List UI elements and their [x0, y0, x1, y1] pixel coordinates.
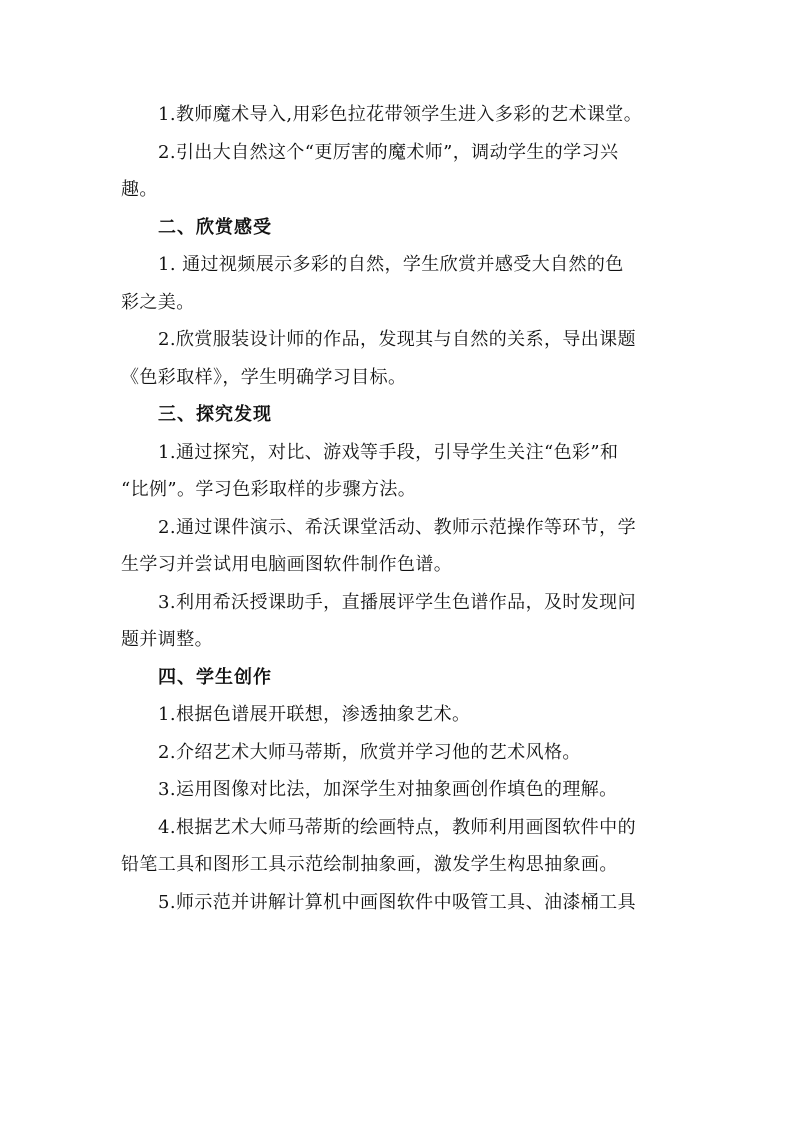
paragraph-line: 1.通过探究，对比、游戏等手段，引导学生关注“色彩”和: [158, 441, 619, 463]
paragraph-line: 2.欣赏服装设计师的作品，发现其与自然的关系，导出课题: [158, 329, 636, 350]
paragraph-line: 3.运用图像对比法，加深学生对抽象画创作填色的理解。: [158, 779, 618, 800]
paragraph-line: 2.介绍艺术大师马蒂斯，欣赏并学习他的艺术风格。: [158, 741, 581, 763]
paragraph-line: 1.教师魔术导入,用彩色拉花带领学生进入多彩的艺术课堂。: [158, 104, 643, 125]
paragraph-line: 彩之美。: [121, 291, 195, 313]
paragraph-line: 铅笔工具和图形工具示范绘制抽象画，激发学生构思抽象画。: [121, 854, 618, 875]
paragraph-line: 2.引出大自然这个“更厉害的魔术师”，调动学生的学习兴: [158, 141, 619, 163]
paragraph-line: 2.通过课件演示、希沃课堂活动、教师示范操作等环节，学: [158, 516, 636, 538]
paragraph-line: 趣。: [121, 179, 158, 200]
paragraph-line: 题并调整。: [121, 629, 213, 650]
paragraph-line: 生学习并尝试用电脑画图软件制作色谱。: [121, 554, 453, 575]
section-heading: 四、学生创作: [158, 666, 272, 688]
paragraph-line: “比例”。学习色彩取样的步骤方法。: [121, 479, 417, 500]
paragraph-line: 1. 通过视频展示多彩的自然，学生欣赏并感受大自然的色: [158, 254, 624, 275]
paragraph-line: 4.根据艺术大师马蒂斯的绘画特点，教师利用画图软件中的: [158, 816, 636, 838]
paragraph-line: 3.利用希沃授课助手，直播展评学生色谱作品，及时发现问: [158, 591, 636, 613]
section-heading: 二、欣赏感受: [158, 216, 272, 238]
paragraph-line: 5.师示范并讲解计算机中画图软件中吸管工具、油漆桶工具: [158, 891, 636, 913]
document-page: [121, 96, 681, 921]
paragraph-line: 1.根据色谱展开联想，渗透抽象艺术。: [158, 704, 471, 725]
section-heading: 三、探究发现: [158, 404, 272, 425]
paragraph-line: 《色彩取样》，学生明确学习目标。: [121, 366, 407, 388]
